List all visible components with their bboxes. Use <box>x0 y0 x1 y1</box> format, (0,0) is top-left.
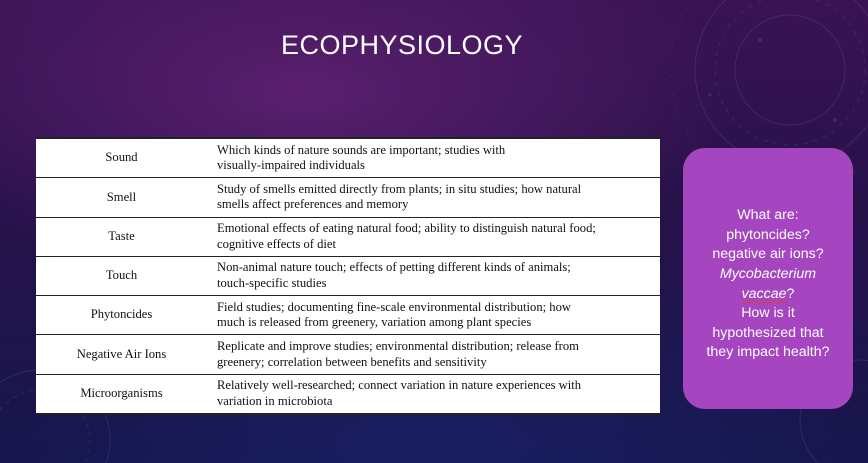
callout-line: phytoncides? <box>726 226 810 243</box>
callout-species-epithet: vaccae <box>741 285 787 302</box>
callout-species-line <box>688 285 848 305</box>
sensory-table <box>36 137 660 415</box>
sense-description: Emotional effects of eating natural food; ability to distinguish natural food; cognitive effects of diet <box>217 221 596 251</box>
question-callout <box>683 148 853 409</box>
sense-label: Sound <box>105 150 138 165</box>
sense-label: Negative Air Ions <box>76 346 167 361</box>
sense-description: Study of smells emitted directly from plants; in situ studies; how natural smells affect preferences and memory <box>217 181 582 212</box>
sense-description: Relatively well-researched; connect variation in nature experiences with variation in microbiota <box>217 378 582 408</box>
sense-label: Microorganisms <box>80 386 163 401</box>
slide-title: ECOPHYSIOLOGY <box>280 30 524 60</box>
table-row <box>36 296 660 335</box>
callout-line: How is it <box>741 305 795 322</box>
sense-label: Touch <box>105 268 138 283</box>
table-row <box>36 374 660 414</box>
callout-text <box>688 206 848 363</box>
callout-line: hypothesized that <box>712 324 824 341</box>
callout-species-genus: Mycobacterium <box>719 265 817 282</box>
table-row <box>36 178 660 217</box>
callout-line: negative air ions? <box>712 246 824 263</box>
sense-label: Taste <box>108 228 135 243</box>
callout-line: they impact health? <box>706 344 830 361</box>
sense-description: Which kinds of nature sounds are important; studies with visually-impaired individuals <box>217 142 506 173</box>
sense-label: Smell <box>106 189 137 204</box>
sense-description: Field studies; documenting fine-scale environmental distribution; how much is released from greenery, variation among plant species <box>217 299 571 330</box>
research-gaps-table <box>36 137 660 415</box>
sense-label: Phytoncides <box>90 307 153 322</box>
table-row <box>36 335 660 374</box>
table-row <box>36 256 660 295</box>
sense-description: Non-animal nature touch; effects of petting different kinds of animals; touch-specific studies <box>217 260 571 290</box>
table-row <box>36 217 660 256</box>
callout-line: What are: <box>737 207 799 224</box>
callout-question-mark: ? <box>786 285 795 302</box>
sense-description: Replicate and improve studies; environmental distribution; release from greenery; correlation between benefits and sensitivity <box>217 339 579 369</box>
table-row <box>36 138 660 178</box>
